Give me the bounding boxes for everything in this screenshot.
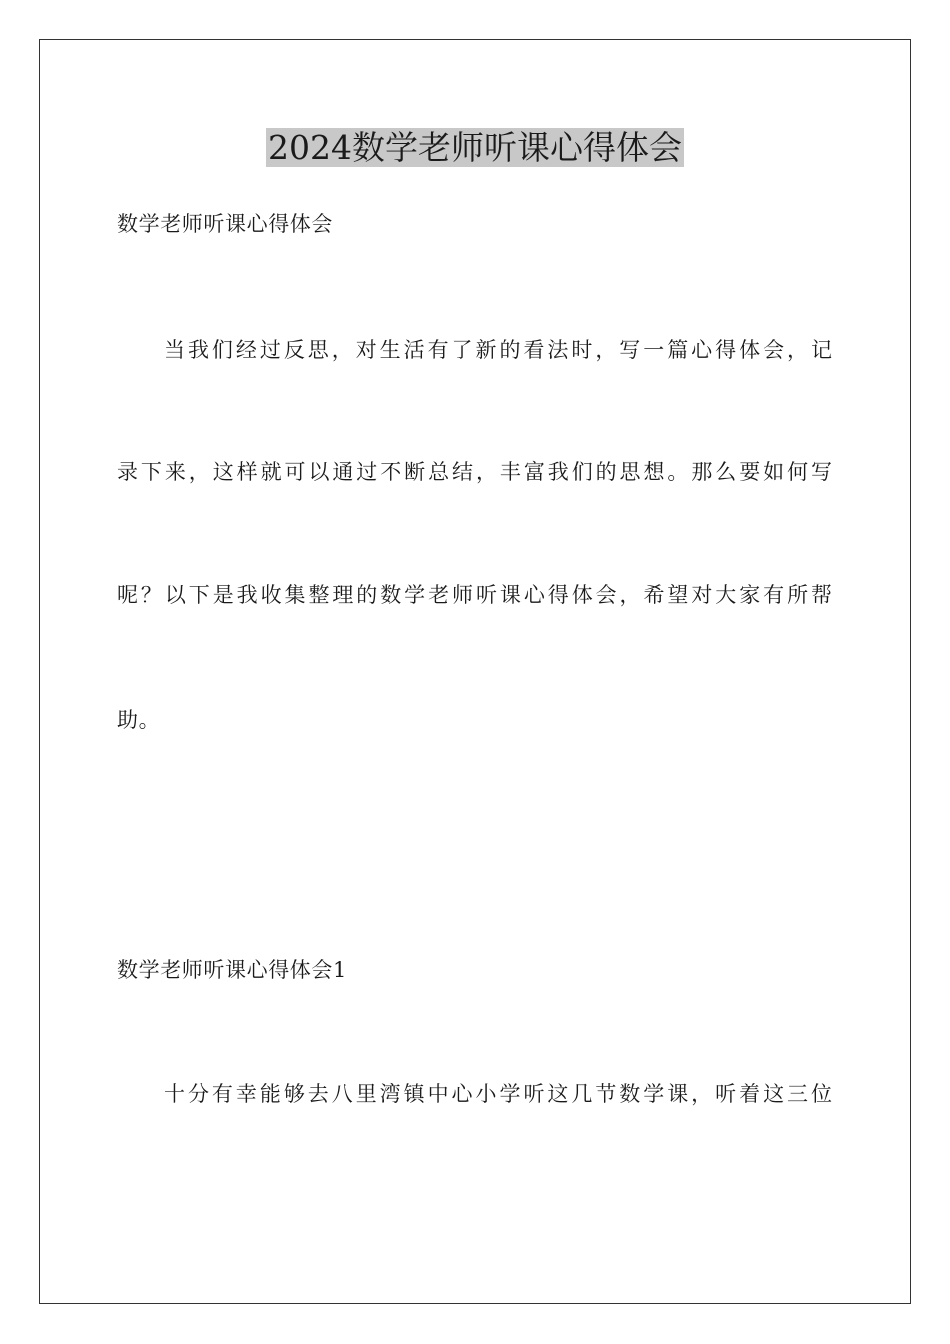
- section-heading: 数学老师听课心得体会1: [117, 958, 347, 982]
- intro-line-3: 呢？以下是我收集整理的数学老师听课心得体会，希望对大家有所帮: [117, 583, 832, 607]
- intro-line-2: 录下来，这样就可以通过不断总结，丰富我们的思想。那么要如何写: [117, 460, 832, 484]
- intro-line-1: 当我们经过反思，对生活有了新的看法时，写一篇心得体会，记: [164, 338, 832, 362]
- document-subtitle: 数学老师听课心得体会: [117, 212, 333, 236]
- section-line-1: 十分有幸能够去八里湾镇中心小学听这几节数学课，听着这三位: [164, 1082, 832, 1106]
- document-title-text: 2024数学老师听课心得体会: [268, 128, 682, 167]
- document-title: [0, 126, 950, 170]
- intro-line-4: 助。: [117, 708, 161, 732]
